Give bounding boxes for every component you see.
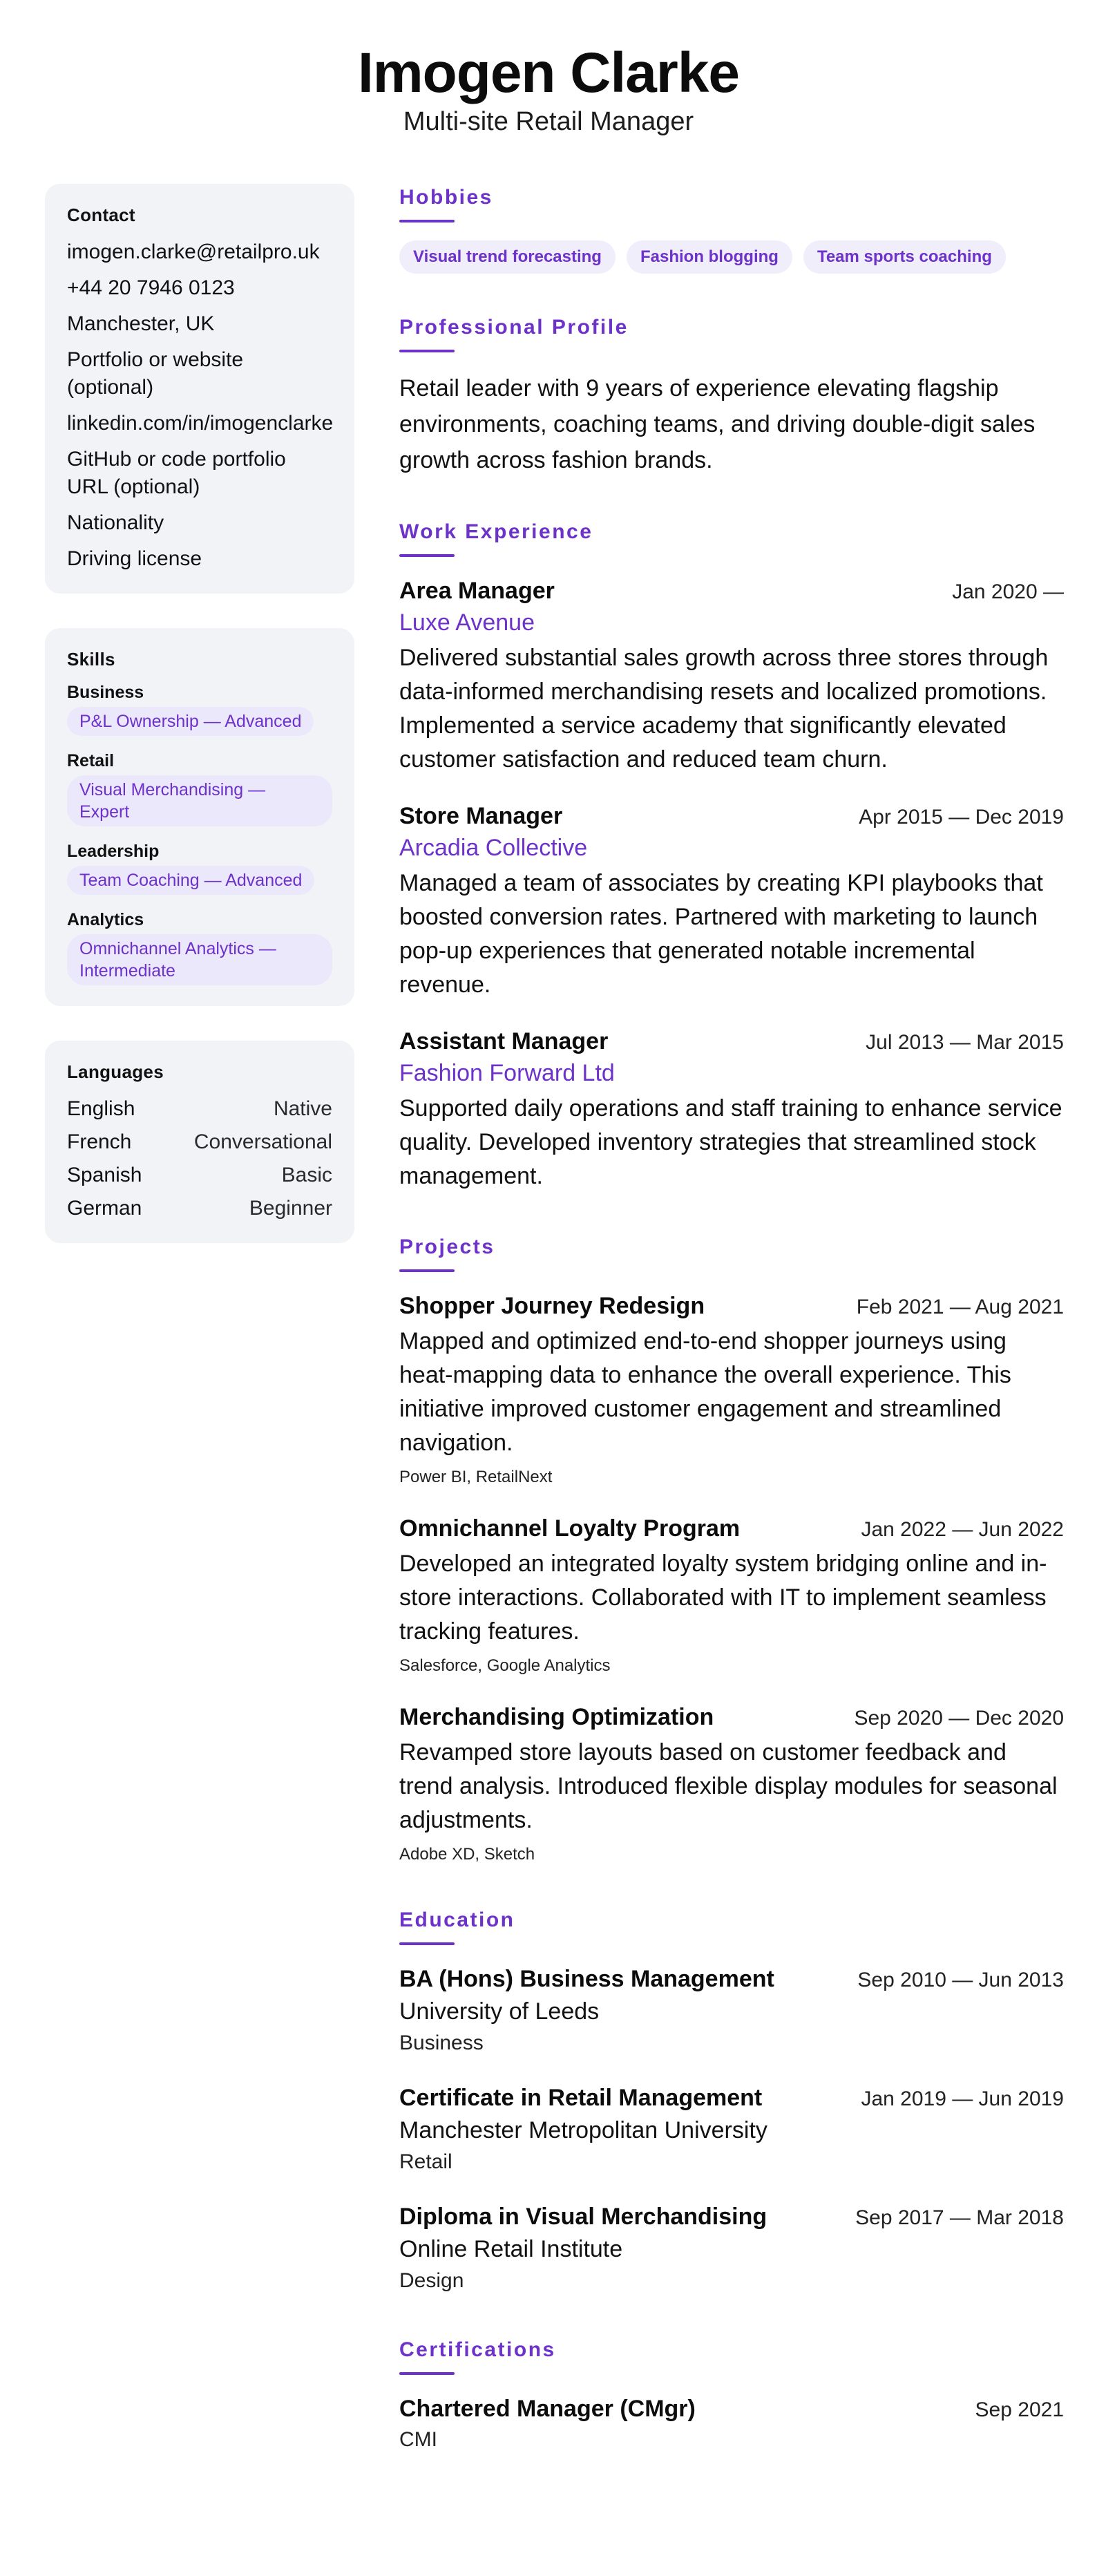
experience-entry xyxy=(399,575,1064,777)
skill-category: Business xyxy=(67,683,144,702)
projects-title: Projects xyxy=(399,1235,495,1258)
contact-email[interactable]: imogen.clarke@retailpro.uk xyxy=(67,240,320,263)
contact-driving-license: Driving license xyxy=(67,547,202,570)
section-divider xyxy=(399,350,455,352)
job-company: Luxe Avenue xyxy=(399,609,535,636)
job-dates: Jan 2020 — xyxy=(952,580,1064,603)
skill-category: Retail xyxy=(67,751,115,770)
section-divider xyxy=(399,1942,455,1945)
project-tools: Adobe XD, Sketch xyxy=(399,1845,535,1864)
language-level: Native xyxy=(273,1097,332,1120)
skill-group xyxy=(67,751,332,826)
project-dates: Feb 2021 — Aug 2021 xyxy=(856,1296,1064,1318)
experience-entry xyxy=(399,1025,1064,1193)
languages-card xyxy=(45,1041,354,1243)
language-row xyxy=(67,1128,332,1156)
project-entry xyxy=(399,1513,1064,1678)
study-field: Design xyxy=(399,2269,464,2292)
skill-group xyxy=(67,842,332,895)
skill-group xyxy=(67,910,332,985)
contact-linkedin[interactable]: linkedin.com/in/imogenclarke xyxy=(67,412,334,435)
degree-dates: Jan 2019 — Jun 2019 xyxy=(861,2087,1064,2110)
hobbies-section xyxy=(399,184,1064,274)
job-dates: Apr 2015 — Dec 2019 xyxy=(859,806,1064,828)
hobby-pill: Team sports coaching xyxy=(803,240,1006,274)
main-content xyxy=(399,184,1064,2495)
languages-title: Languages xyxy=(67,1061,164,1082)
project-name: Omnichannel Loyalty Program xyxy=(399,1515,741,1542)
hobby-list xyxy=(399,240,1064,274)
section-divider xyxy=(399,2372,455,2375)
profile-title: Professional Profile xyxy=(399,316,629,339)
language-level: Basic xyxy=(281,1164,332,1186)
education-entry xyxy=(399,1963,1064,2058)
project-entry xyxy=(399,1701,1064,1866)
project-entry xyxy=(399,1290,1064,1489)
certifications-section xyxy=(399,2336,1064,2455)
project-description: Developed an integrated loyalty system bridging online and in-store interactions. Collaborated with IT to implement seamless tracking features. xyxy=(399,1551,1047,1645)
language-name: English xyxy=(67,1097,135,1120)
certification-issuer: CMI xyxy=(399,2428,437,2451)
profile-summary: Retail leader with 9 years of experience elevating flagship environments, coaching teams, and driving double-digit sales growth across fashion brands. xyxy=(399,375,1036,473)
project-tools: Power BI, RetailNext xyxy=(399,1468,553,1486)
degree-name: BA (Hons) Business Management xyxy=(399,1966,774,1992)
skill-pill: Omnichannel Analytics — Intermediate xyxy=(67,934,332,985)
contact-location: Manchester, UK xyxy=(67,312,215,335)
section-divider xyxy=(399,220,455,222)
job-role: Store Manager xyxy=(399,803,563,829)
skill-pill: Visual Merchandising — Expert xyxy=(67,775,332,826)
contact-github[interactable]: GitHub or code portfolio URL (optional) xyxy=(67,448,286,498)
job-description: Delivered substantial sales growth across three stores through data-informed merchandising resets and localized promotions. Implemented a service academy that significantly elevated customer satisfaction and reduced team churn. xyxy=(399,645,1049,773)
degree-dates: Sep 2010 — Jun 2013 xyxy=(857,1969,1064,1991)
contact-portfolio[interactable]: Portfolio or website (optional) xyxy=(67,348,244,399)
sidebar xyxy=(45,184,354,1278)
language-row xyxy=(67,1195,332,1222)
certification-date: Sep 2021 xyxy=(975,2398,1064,2421)
section-divider xyxy=(399,1269,455,1272)
institution-name: University of Leeds xyxy=(399,1998,600,2025)
skill-group xyxy=(67,683,332,736)
certification-entry xyxy=(399,2393,1064,2455)
language-row xyxy=(67,1095,332,1123)
job-description: Supported daily operations and staff training to enhance service quality. Developed inventory strategies that streamlined stock management. xyxy=(399,1095,1062,1189)
skills-card xyxy=(45,628,354,1006)
education-title: Education xyxy=(399,1909,515,1931)
project-dates: Sep 2020 — Dec 2020 xyxy=(854,1707,1064,1730)
job-role: Area Manager xyxy=(399,578,555,604)
project-description: Revamped store layouts based on customer feedback and trend analysis. Introduced flexible display modules for seasonal adjustments. xyxy=(399,1739,1058,1833)
contact-phone[interactable]: +44 20 7946 0123 xyxy=(67,276,235,299)
language-name: French xyxy=(67,1130,132,1153)
education-section xyxy=(399,1906,1064,2296)
profile-section xyxy=(399,314,1064,478)
language-name: German xyxy=(67,1197,142,1220)
project-name: Shopper Journey Redesign xyxy=(399,1293,705,1319)
study-field: Business xyxy=(399,2032,484,2054)
contact-title: Contact xyxy=(67,205,135,225)
degree-name: Diploma in Visual Merchandising xyxy=(399,2204,767,2230)
contact-card xyxy=(45,184,354,594)
job-dates: Jul 2013 — Mar 2015 xyxy=(866,1031,1064,1054)
institution-name: Online Retail Institute xyxy=(399,2236,623,2262)
hobby-pill: Fashion blogging xyxy=(627,240,792,274)
section-divider xyxy=(399,554,455,557)
language-level: Conversational xyxy=(193,1130,332,1153)
experience-title: Work Experience xyxy=(399,520,593,543)
project-dates: Jan 2022 — Jun 2022 xyxy=(861,1518,1064,1541)
project-description: Mapped and optimized end-to-end shopper journeys using heat-mapping data to enhance the overall experience. This initiative improved customer engagement and streamlined navigation. xyxy=(399,1328,1011,1456)
candidate-headline: Multi-site Retail Manager xyxy=(403,107,694,136)
skill-category: Analytics xyxy=(67,910,144,929)
experience-entry xyxy=(399,800,1064,1002)
hobbies-title: Hobbies xyxy=(399,186,493,209)
hobby-pill: Visual trend forecasting xyxy=(399,240,616,274)
skill-pill: Team Coaching — Advanced xyxy=(67,866,314,895)
institution-name: Manchester Metropolitan University xyxy=(399,2117,767,2143)
language-name: Spanish xyxy=(67,1164,142,1186)
language-level: Beginner xyxy=(249,1197,332,1220)
degree-dates: Sep 2017 — Mar 2018 xyxy=(855,2206,1064,2229)
candidate-name: Imogen Clarke xyxy=(357,41,740,104)
job-company: Arcadia Collective xyxy=(399,835,588,861)
degree-name: Certificate in Retail Management xyxy=(399,2085,763,2111)
resume-header xyxy=(0,40,1097,137)
job-description: Managed a team of associates by creating KPI playbooks that boosted conversion rates. Partnered with marketing to launch pop-up experiences that generated notable incremental revenue. xyxy=(399,870,1043,998)
job-role: Assistant Manager xyxy=(399,1028,609,1054)
skills-title: Skills xyxy=(67,649,115,670)
certification-name: Chartered Manager (CMgr) xyxy=(399,2396,696,2422)
education-entry xyxy=(399,2201,1064,2296)
skill-pill: P&L Ownership — Advanced xyxy=(67,707,314,736)
language-row xyxy=(67,1162,332,1189)
education-entry xyxy=(399,2082,1064,2177)
contact-nationality: Nationality xyxy=(67,511,164,534)
skill-category: Leadership xyxy=(67,842,160,861)
project-name: Merchandising Optimization xyxy=(399,1704,714,1730)
certifications-title: Certifications xyxy=(399,2338,556,2361)
study-field: Retail xyxy=(399,2150,452,2173)
project-tools: Salesforce, Google Analytics xyxy=(399,1656,611,1675)
job-company: Fashion Forward Ltd xyxy=(399,1060,615,1086)
projects-section xyxy=(399,1233,1064,1866)
experience-section xyxy=(399,518,1064,1193)
